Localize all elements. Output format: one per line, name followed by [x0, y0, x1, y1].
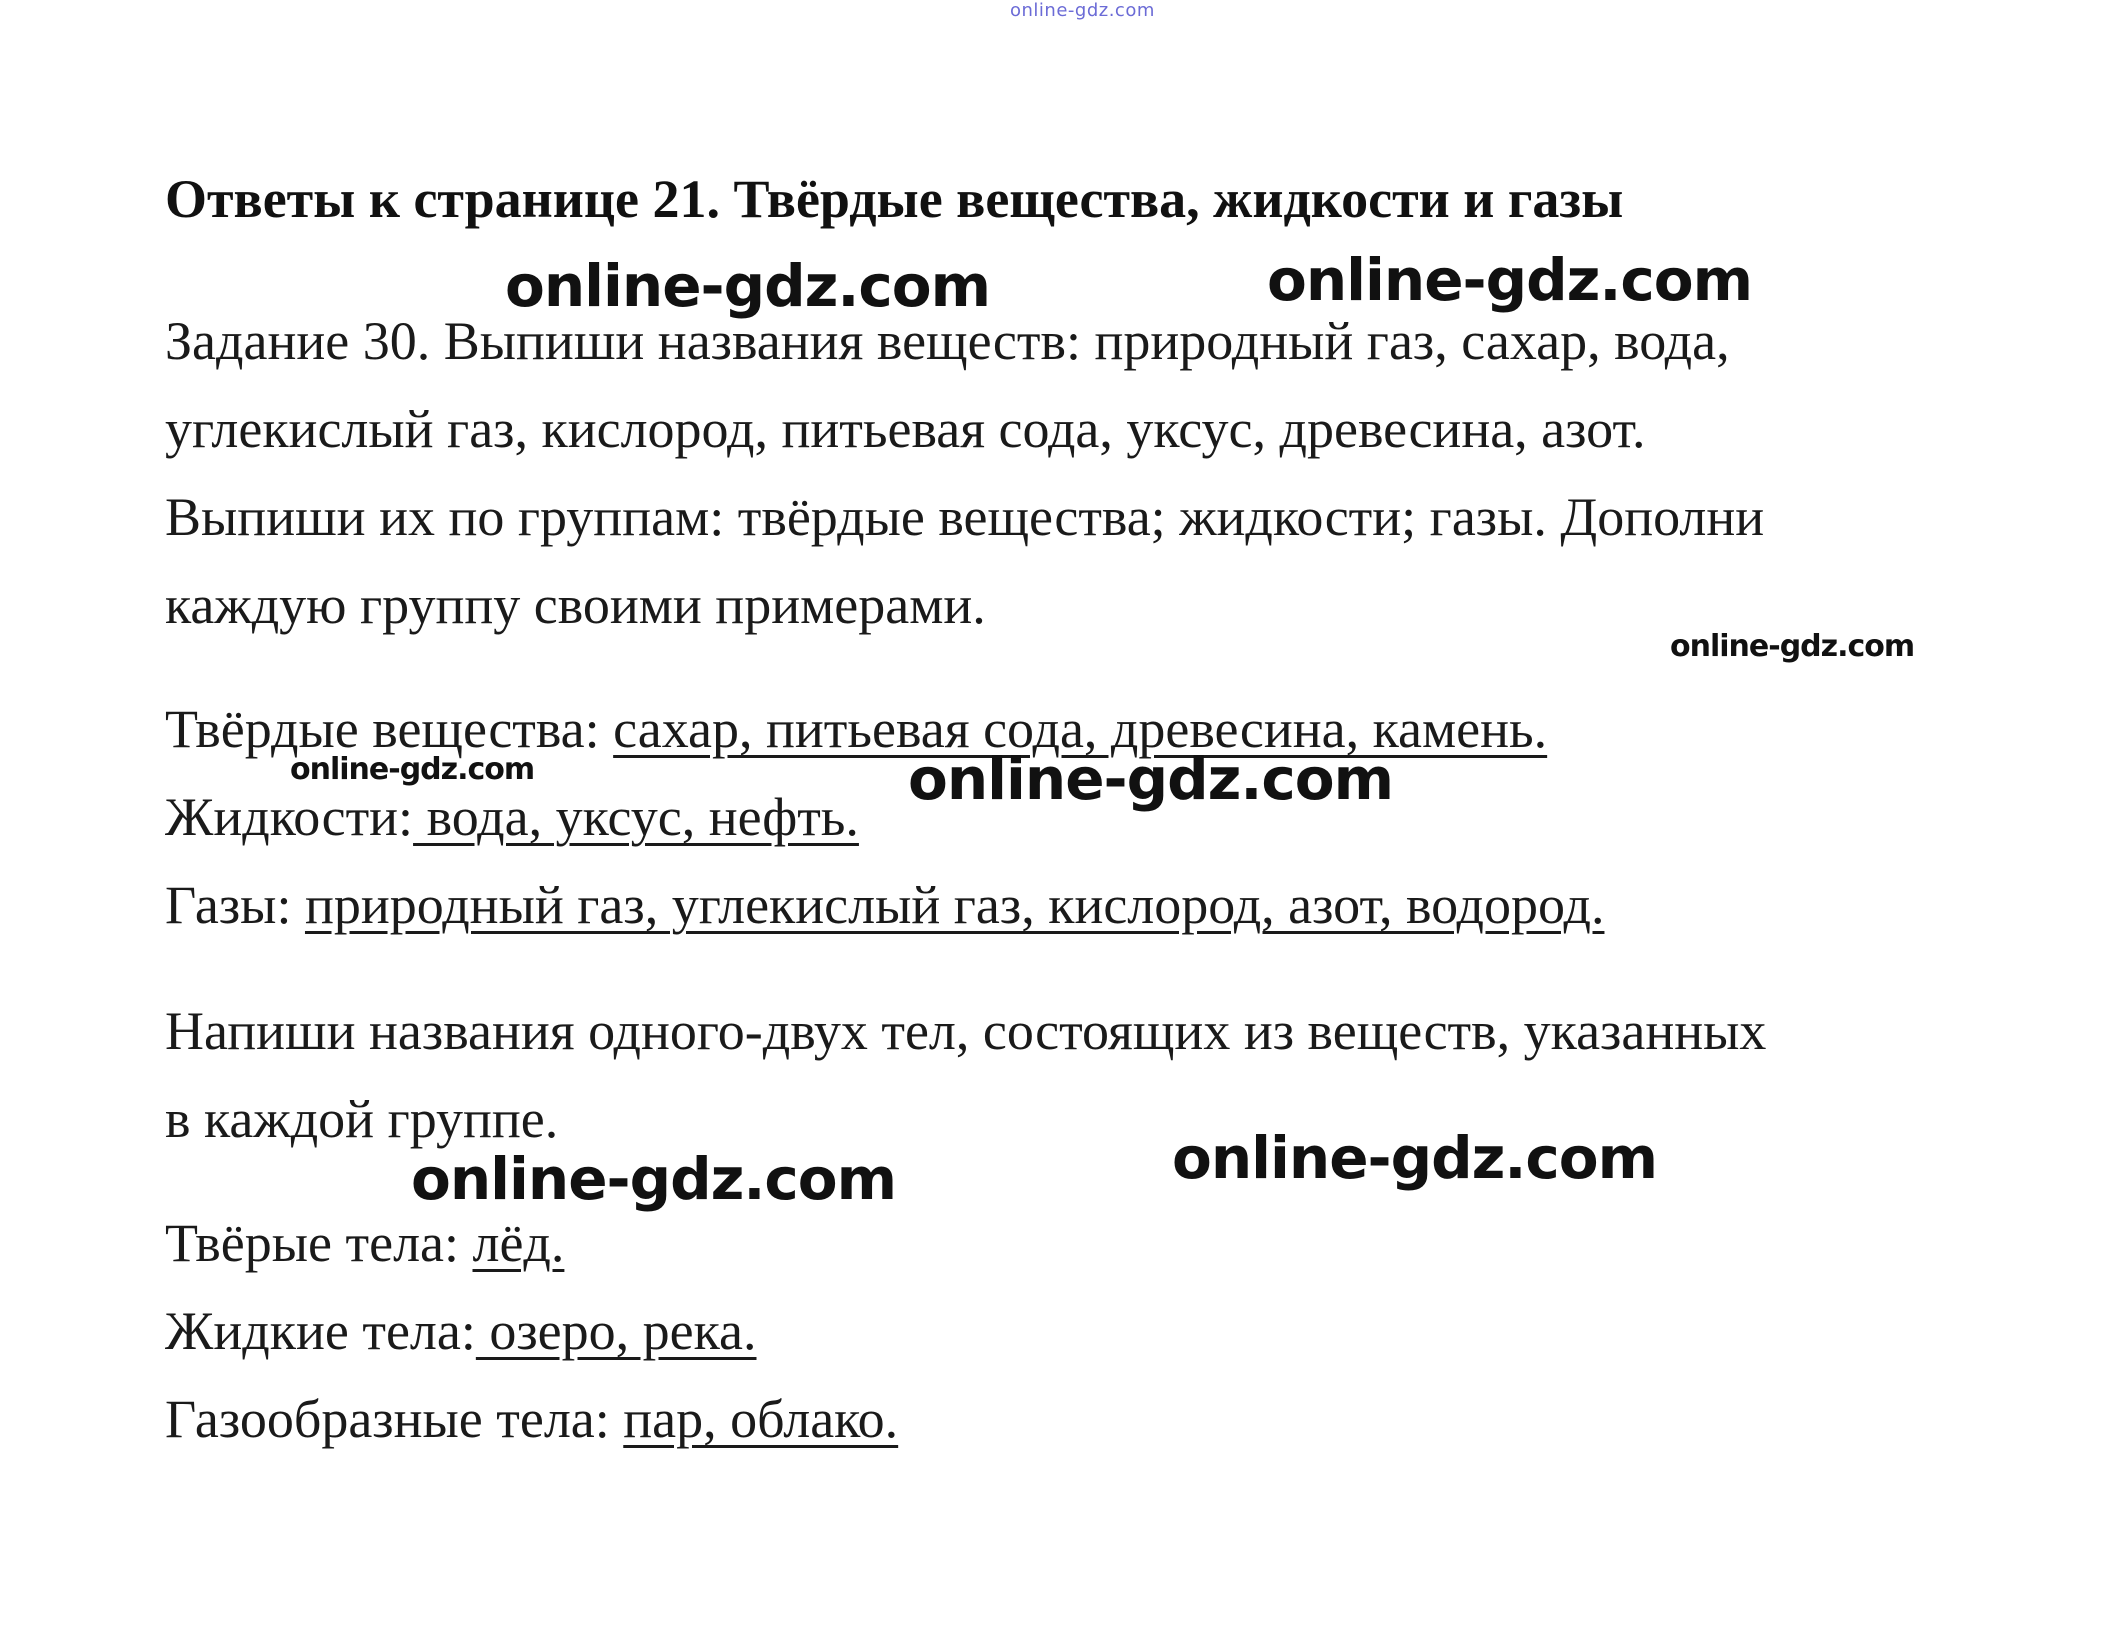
watermark: online-gdz.com — [908, 745, 1394, 813]
task2-line-1: Напиши названия одного-двух тел, состоящих из веществ, указанных — [165, 1001, 1767, 1061]
top-watermark: online-gdz.com — [1010, 0, 1155, 21]
watermark: online-gdz.com — [290, 752, 535, 787]
liquid-bodies-answer: озеро, река. — [475, 1301, 757, 1361]
liquids-label: Жидкости: — [165, 787, 414, 847]
gas-bodies-answer: пар, облако. — [623, 1389, 899, 1449]
gases-line — [165, 874, 1604, 936]
liquids-answer: вода, уксус, нефть. — [413, 787, 859, 847]
watermark: online-gdz.com — [411, 1145, 897, 1213]
task-line-2: углекислый газ, кислород, питьевая сода, уксус, древесина, азот. — [165, 399, 1646, 459]
watermark: online-gdz.com — [505, 252, 991, 320]
solids-label: Твёрдые вещества: — [165, 699, 614, 759]
task-line-3: Выпиши их по группам: твёрдые вещества; жидкости; газы. Дополни — [165, 487, 1765, 547]
solids-answer: сахар, питьевая сода, древесина, камень. — [613, 699, 1548, 759]
liquids-line — [165, 786, 859, 848]
watermark: online-gdz.com — [1267, 246, 1753, 314]
liquid-bodies-label: Жидкие тела: — [165, 1301, 476, 1361]
watermark: online-gdz.com — [1172, 1124, 1658, 1192]
task-line-4: каждую группу своими примерами. — [165, 575, 986, 635]
page-heading: Ответы к странице 21. Твёрдые вещества, жидкости и газы — [165, 169, 1624, 229]
liquid-bodies-line — [165, 1300, 757, 1362]
gases-answer: природный газ, углекислый газ, кислород, азот, водород. — [304, 875, 1605, 935]
watermark: online-gdz.com — [1670, 629, 1915, 664]
task2-line-2: в каждой группе. — [165, 1089, 559, 1149]
task-line-1: Задание 30. Выпиши названия веществ: природный газ, сахар, вода, — [165, 311, 1730, 371]
solid-bodies-label: Твёрые тела: — [165, 1213, 473, 1273]
gas-bodies-line — [165, 1388, 898, 1450]
gases-label: Газы: — [165, 875, 305, 935]
solid-bodies-answer: лёд. — [472, 1213, 565, 1273]
gas-bodies-label: Газообразные тела: — [165, 1389, 624, 1449]
solid-bodies-line — [165, 1212, 564, 1274]
